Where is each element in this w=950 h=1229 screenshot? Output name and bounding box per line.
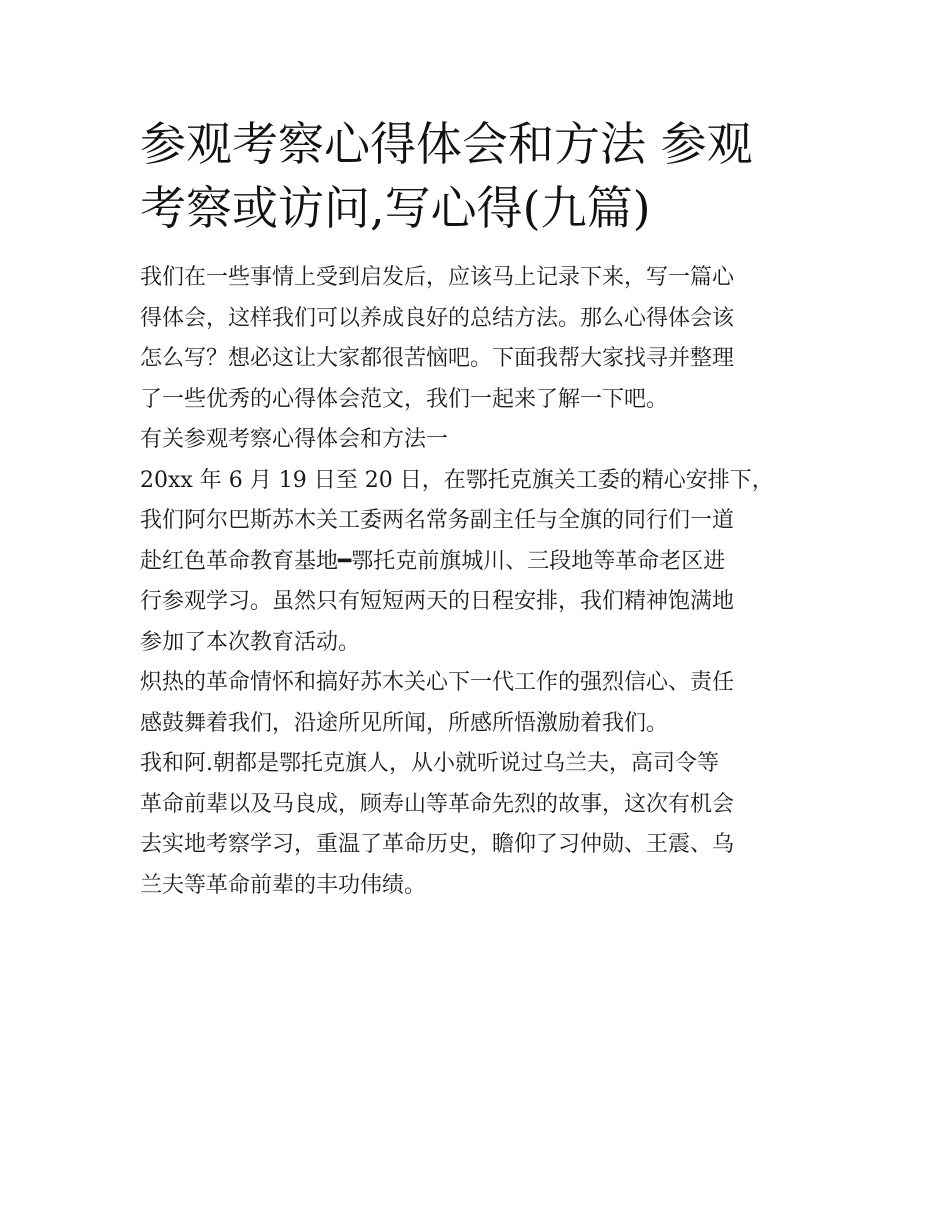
body-paragraph — [140, 744, 820, 906]
section-heading — [140, 420, 820, 461]
text-line: 赴红色革命教育基地━鄂托克前旗城川、三段地等革命老区进 — [140, 548, 726, 574]
text-line: 行参观学习。虽然只有短短两天的日程安排，我们精神饱满地 — [140, 589, 735, 614]
body-paragraph — [140, 663, 820, 744]
text-line: 我们阿尔巴斯苏木关工委两名常务副主任与全旗的同行们一道 — [140, 508, 735, 533]
text-line: 了一些优秀的心得体会范文，我们一起来了解一下吧。 — [140, 386, 669, 412]
text-line: 怎么写？想必这让大家都很苦恼吧。下面我帮大家找寻并整理 — [140, 346, 735, 371]
text-line: 炽热的革命情怀和搞好苏木关心下一代工作的强烈信心、责任 — [140, 670, 735, 695]
title-line: 参观考察心得体会和方法 参观 — [140, 117, 753, 171]
document-title — [140, 112, 820, 240]
body-paragraph — [140, 461, 820, 664]
text-line: 我和阿.朝都是鄂托克旗人，从小就听说过乌兰夫，高司令等 — [140, 751, 719, 776]
intro-paragraph — [140, 258, 820, 420]
text-line: 感鼓舞着我们，沿途所见所闻，所感所悟激励着我们。 — [140, 710, 669, 736]
text-line: 革命前辈以及马良成，顾寿山等革命先烈的故事，这次有机会 — [140, 791, 735, 817]
text-line: 去实地考察学习，重温了革命历史，瞻仰了习仲勋、王震、乌 — [140, 832, 735, 857]
text-line: 20xx 年 6 月 19 日至 20 日，在鄂托克旗关工委的精心安排下， — [140, 467, 774, 493]
document-body — [140, 258, 820, 906]
text-line: 兰夫等革命前辈的丰功伟绩。 — [140, 872, 427, 898]
text-line: 得体会，这样我们可以养成良好的总结方法。那么心得体会该 — [140, 305, 735, 331]
document-content — [140, 112, 820, 906]
text-line: 有关参观考察心得体会和方法一 — [140, 427, 449, 452]
text-line: 参加了本次教育活动。 — [140, 629, 361, 655]
title-line: 考察或访问,写心得(九篇) — [140, 181, 651, 235]
text-line: 我们在一些事情上受到启发后，应该马上记录下来，写一篇心 — [140, 265, 735, 290]
